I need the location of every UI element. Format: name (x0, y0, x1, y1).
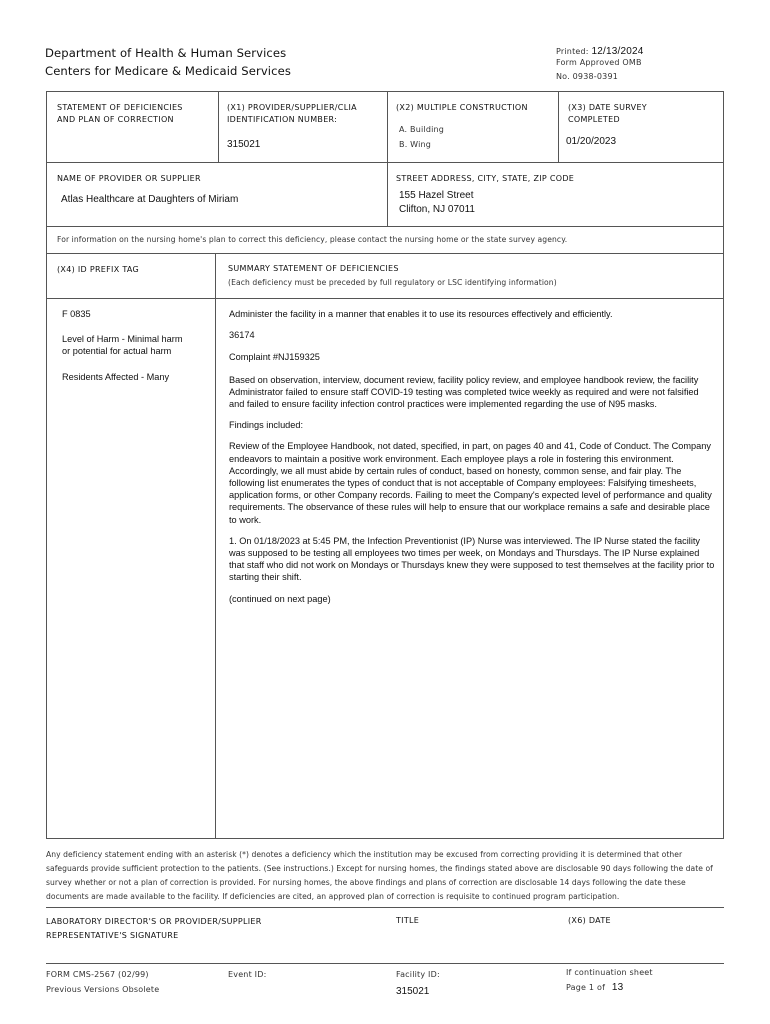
omb-number: No. 0938-0391 (556, 72, 619, 81)
signature-bottom-border (46, 963, 724, 964)
page-total: 13 (611, 982, 624, 993)
disclosure-footnote: Any deficiency statement ending with an asterisk (*) denotes a deficiency which the institution may be excused from correcting providing it is determined that other safeguards provide sufficient protection to the patients. (See instructions.) Except for nursing homes, the findings stated above are disclosable 90 days following the date of survey whether or not a plan of correction is provided. For nursing homes, the above findings and plans of correction are disclosable 14 days following the date these documents are made available to the facility. If deficiencies are cited, an approved plan of correction is requisite to continued program participation. (46, 850, 713, 901)
info-note: For information on the nursing home's plan to correct this deficiency, please contact the nursing home or the state survey agency. (57, 235, 568, 244)
row4-bottom (46, 298, 724, 299)
summary-sub: (Each deficiency must be preceded by full regulatory or LSC identifying information) (228, 278, 557, 287)
statement-label: STATEMENT OF DEFICIENCIES AND PLAN OF CORRECTION (57, 103, 183, 124)
divider-x1 (218, 91, 219, 162)
form-right-border (723, 91, 724, 839)
page-of: of (596, 983, 606, 992)
row1-bottom (46, 162, 724, 163)
title-label: TITLE (396, 916, 420, 925)
paragraph: 1. On 01/18/2023 at 5:45 PM, the Infection Preventionist (IP) Nurse was interviewed. The IP Nurse stated the facility was supposed to be testing all employees two times per week, on Mondays and Thursdays. The IP Nurse explained that staff who did not work on Mondays or Thursdays knew they were supposed to test themselves at the facility prior to starting their shift. (229, 535, 715, 583)
provider-value: Atlas Healthcare at Daughters of Miriam (61, 194, 239, 205)
department-title: Department of Health & Human Services (45, 46, 287, 60)
page-number: 1 (588, 983, 595, 992)
tag-value: F 0835 (62, 309, 91, 319)
tag-column-divider (215, 253, 216, 839)
signature-top-border (46, 907, 724, 908)
address-line2: Clifton, NJ 07011 (399, 204, 475, 215)
printed-label: Printed: (556, 47, 589, 56)
printed-line (556, 46, 644, 57)
printed-date: 12/13/2024 (591, 46, 644, 57)
event-id-label: Event ID: (228, 970, 267, 979)
form-approved: Form Approved OMB (556, 58, 642, 67)
address-line1: 155 Hazel Street (399, 190, 474, 201)
form-bottom-border (46, 838, 724, 839)
paragraph: Administer the facility in a manner that enables it to use its resources effectively and efficiently. (229, 309, 613, 319)
form-left-border (46, 91, 47, 839)
x2-wing: B. Wing (399, 140, 432, 149)
residents-affected: Residents Affected - Many (62, 372, 170, 382)
divider-x2 (387, 91, 388, 226)
paragraph: 36174 (229, 330, 255, 341)
row2-bottom (46, 226, 724, 227)
form-top-border (46, 91, 724, 92)
centers-title: Centers for Medicare & Medicaid Services (45, 64, 291, 78)
obsolete-note: Previous Versions Obsolete (46, 985, 160, 994)
deficiency-body (229, 308, 715, 614)
facility-id-label: Facility ID: (396, 970, 440, 979)
x3-value: 01/20/2023 (566, 136, 617, 147)
row3-bottom (46, 253, 724, 254)
paragraph: Based on observation, interview, document review, facility policy review, and employee handbook review, the facility Administrator failed to ensure staff COVID-19 testing was completed twice weekly as required and were not falsified and failed to ensure facility infection control practices were implemented regarding the use of N95 masks. (229, 374, 699, 410)
paragraph: (continued on next page) (229, 593, 331, 604)
facility-id-value: 315021 (396, 986, 430, 997)
form-id: FORM CMS-2567 (02/99) (46, 970, 149, 979)
summary-label: SUMMARY STATEMENT OF DEFICIENCIES (228, 264, 399, 273)
director-signature-label: LABORATORY DIRECTOR'S OR PROVIDER/SUPPLIER REPRESENTATIVE'S SIGNATURE (46, 917, 262, 940)
paragraph: Complaint #NJ159325 (229, 352, 320, 363)
x3-label: (X3) DATE SURVEY COMPLETED (568, 103, 647, 124)
address-label: STREET ADDRESS, CITY, STATE, ZIP CODE (396, 174, 575, 183)
continuation-note: If continuation sheet (566, 968, 653, 977)
divider-x3 (558, 91, 559, 162)
x1-label: (X1) PROVIDER/SUPPLIER/CLIA IDENTIFICATION NUMBER: (227, 103, 357, 124)
date-label: (X6) DATE (568, 916, 611, 925)
paragraph: Review of the Employee Handbook, not dated, specified, in part, on pages 40 and 41, Code of Conduct. The Company endeavors to maintain a positive work environment. Each employee plays a role in fostering this environment. Accordingly, we all must abide by certain rules of conduct, based on honesty, common sense, and fair play. The following list enumerates the types of conduct that is not acceptable of Company employees: Falsifying timesheets, application forms, or other Company records. Failing to meet the Company's expected level of performance and quality requirements. The observance of these rules will help to ensure that our workplace remains a safe and desirable place to work. (229, 441, 712, 525)
page-prefix: Page (566, 983, 587, 992)
x2-building: A. Building (399, 125, 445, 134)
provider-label: NAME OF PROVIDER OR SUPPLIER (57, 174, 201, 183)
x2-label: (X2) MULTIPLE CONSTRUCTION (396, 103, 528, 112)
x1-value: 315021 (227, 139, 261, 150)
level-of-harm: Level of Harm - Minimal harm or potential for actual harm (62, 334, 183, 357)
page-indicator (566, 982, 623, 993)
x4-label: (X4) ID PREFIX TAG (57, 265, 140, 274)
paragraph: Findings included: (229, 420, 304, 431)
